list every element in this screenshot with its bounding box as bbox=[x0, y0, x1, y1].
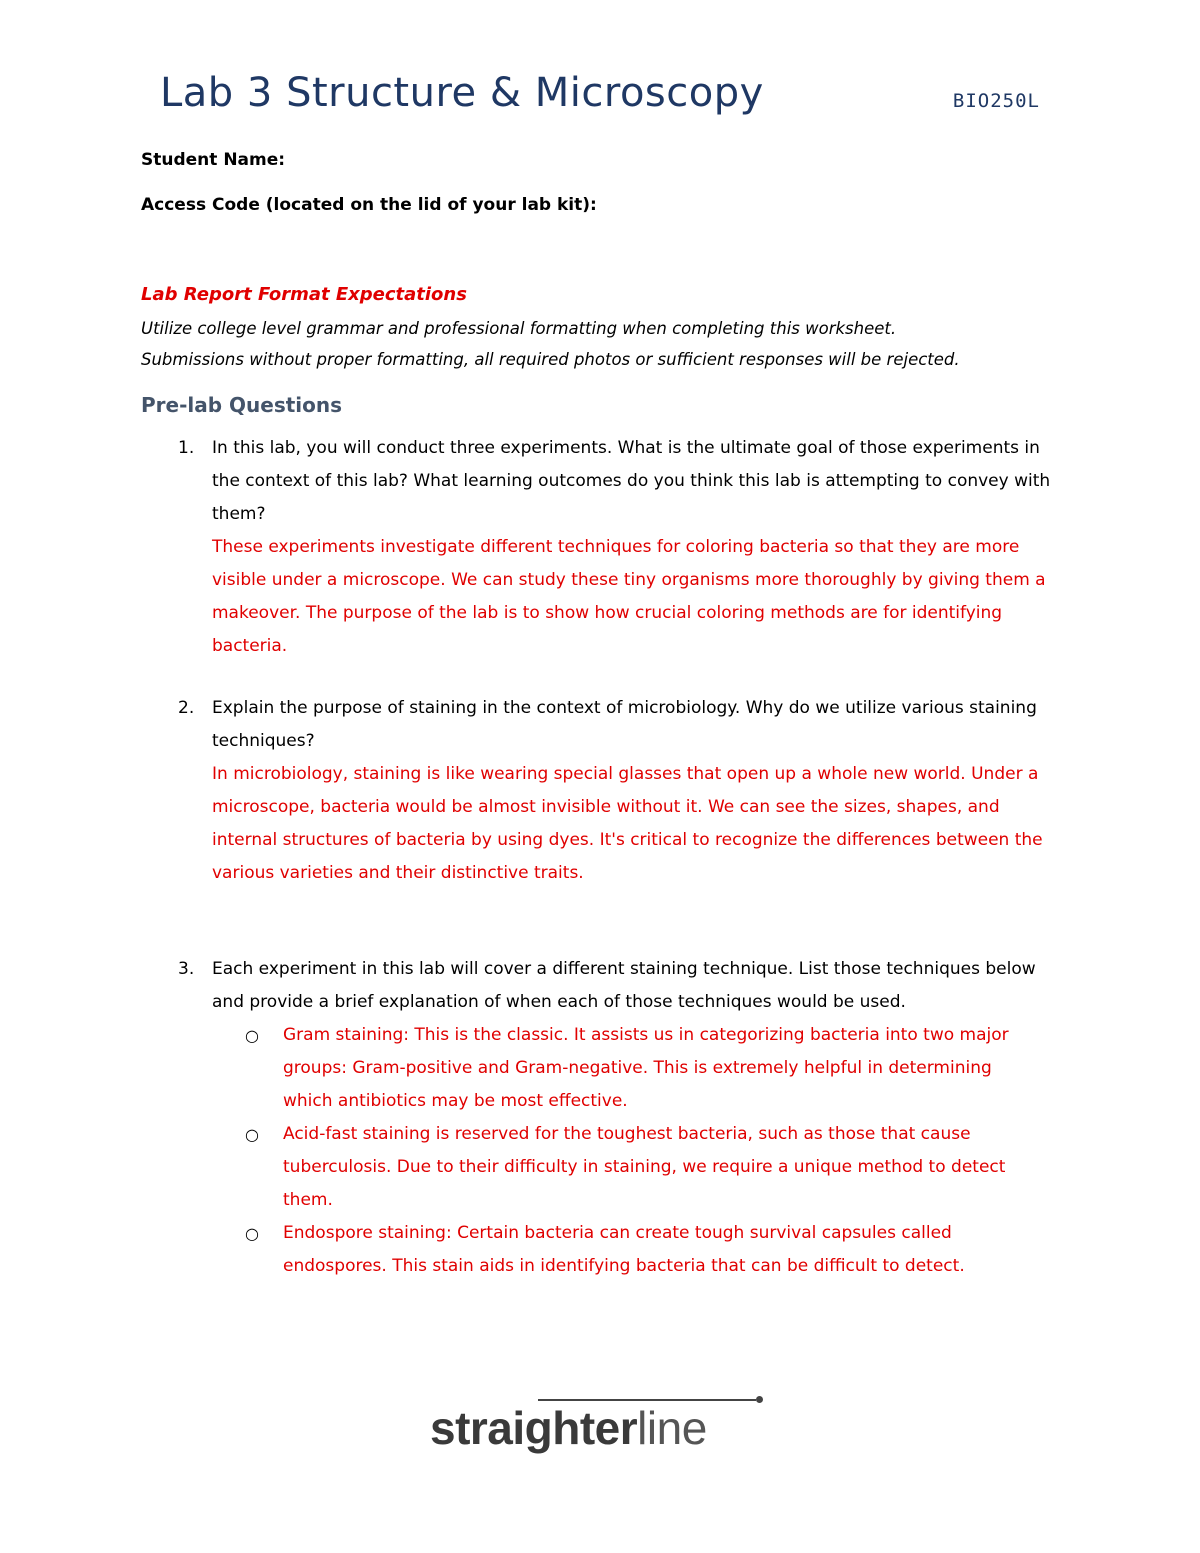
question-number: 2. bbox=[178, 698, 195, 718]
format-heading: Lab Report Format Expectations bbox=[141, 284, 467, 305]
bullet-text: Acid-fast staining is reserved for the toughest bacteria, such as those that cause tuberculosis. Due to their difficulty in staining, we require a unique method to detect them. bbox=[283, 1124, 1006, 1210]
answer-text: These experiments investigate different techniques for coloring bacteria so that they are more visible under a microscope. We can study these tiny organisms more thoroughly by giving them a makeover. The purpose of the lab is to show how crucial coloring methods are for identifying bacteria. bbox=[212, 537, 1046, 656]
logo-wordmark bbox=[430, 1401, 707, 1455]
access-code-label: Access Code (located on the lid of your lab kit): bbox=[141, 195, 597, 215]
student-name-label: Student Name: bbox=[141, 150, 286, 170]
document-header bbox=[160, 70, 1050, 130]
logo-dot bbox=[756, 1396, 763, 1403]
document-title: Lab 3 Structure & Microscopy bbox=[160, 70, 764, 116]
question-number: 3. bbox=[178, 959, 195, 979]
hollow-bullet-icon: ○ bbox=[245, 1026, 259, 1045]
bullet-text: Endospore staining: Certain bacteria can create tough survival capsules called endospores. This stain aids in identifying bacteria that can be difficult to detect. bbox=[283, 1223, 965, 1276]
question-1 bbox=[170, 432, 1070, 663]
question-text: In this lab, you will conduct three experiments. What is the ultimate goal of those experiments in the context of this lab? What learning outcomes do you think this lab is attempting to convey with them? bbox=[212, 438, 1051, 524]
logo-bold-text: straighter bbox=[430, 1402, 638, 1454]
list-item bbox=[245, 1019, 1035, 1118]
question-text: Explain the purpose of staining in the context of microbiology. Why do we utilize various staining techniques? bbox=[212, 698, 1037, 751]
format-line-1: Utilize college level grammar and professional formatting when completing this worksheet. bbox=[141, 319, 897, 338]
list-item bbox=[245, 1118, 1035, 1217]
hollow-bullet-icon: ○ bbox=[245, 1125, 259, 1144]
question-text: Each experiment in this lab will cover a different staining technique. List those techniques below and provide a brief explanation of when each of those techniques would be used. bbox=[212, 959, 1036, 1012]
list-item bbox=[245, 1217, 1035, 1283]
logo-light-text: line bbox=[637, 1402, 707, 1454]
prelab-heading: Pre-lab Questions bbox=[141, 393, 343, 417]
answer-text: In microbiology, staining is like wearing special glasses that open up a whole new world. Under a microscope, bacteria would be almost invisible without it. We can see the sizes, shapes, and internal structures of bacteria by using dyes. It's critical to recognize the differences between the various varieties and their distinctive traits. bbox=[212, 764, 1043, 883]
question-number: 1. bbox=[178, 438, 195, 458]
question-3 bbox=[170, 953, 1070, 1019]
course-code: BIO250L bbox=[952, 90, 1040, 112]
format-line-2: Submissions without proper formatting, all required photos or sufficient responses will be rejected. bbox=[141, 350, 960, 369]
bullet-text: Gram staining: This is the classic. It assists us in categorizing bacteria into two major groups: Gram-positive and Gram-negative. This is extremely helpful in determining which antibiotics may be most effective. bbox=[283, 1025, 1009, 1111]
hollow-bullet-icon: ○ bbox=[245, 1224, 259, 1243]
straighterline-logo bbox=[430, 1393, 760, 1463]
question-2 bbox=[170, 692, 1070, 890]
